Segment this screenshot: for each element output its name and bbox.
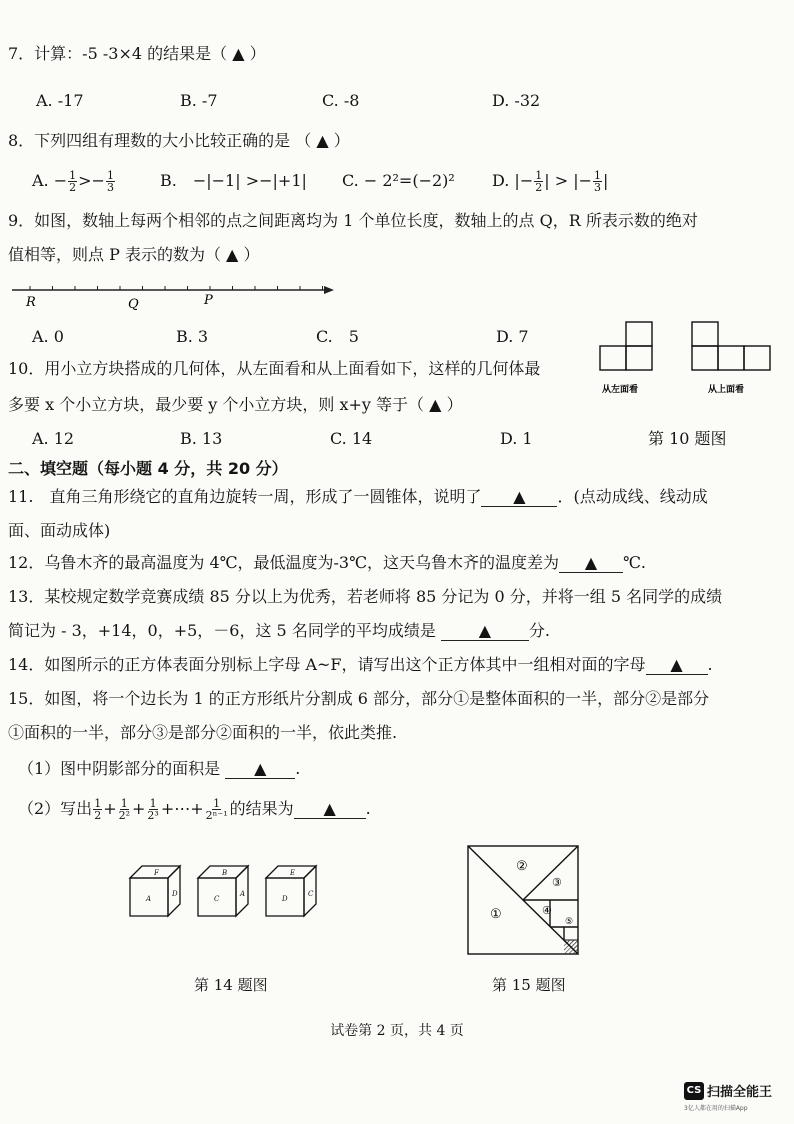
fraction-half: $\frac{1}{2}$: [69, 169, 77, 194]
cube-front-label: D: [282, 895, 288, 903]
scanner-brand: [684, 1080, 772, 1112]
question-9-line-2: 值相等，则点 P 表示的数为（ ▲ ）: [8, 245, 260, 264]
cube-2: [198, 866, 248, 916]
region-label-4: ④: [542, 904, 552, 917]
region-label-3: ③: [552, 876, 562, 889]
q7-option-b: B. -7: [180, 91, 218, 110]
question-13-line-1: 13．某校规定数学竞赛成绩 85 分以上为优秀，若老师将 85 分记为 0 分，并将一组 5 名同学的成绩: [8, 587, 723, 606]
region-label-1: ①: [490, 907, 502, 922]
question-11-line-1: 11. 直角三角形绕它的直角边旋转一周，形成了一圆锥体，说明了 ▲ ．(点动成线、线动成: [8, 487, 708, 506]
region-label-2: ②: [516, 859, 528, 874]
region-label-5: ⑤: [565, 917, 574, 927]
q9-option-c: C. 5: [316, 327, 359, 346]
cube-top-label: E: [290, 869, 296, 877]
cube-front-label: A: [146, 895, 152, 903]
answer-triangle-icon: ▲: [429, 395, 442, 414]
cube-front-label: C: [214, 895, 220, 903]
answer-triangle-icon: ▲: [232, 44, 245, 63]
question-15-part-1: （1）图中阴影部分的面积是 ▲ .: [18, 759, 301, 778]
q10-option-b: B. 13: [180, 429, 223, 448]
brand-name: 扫描全能王: [707, 1085, 773, 1100]
view-top-label: 从上面看: [708, 385, 745, 395]
q7-option-a: A. -17: [36, 91, 84, 110]
cube-3: [266, 866, 316, 916]
question-12: 12．乌鲁木齐的最高温度为 4℃，最低温度为-3℃，这天乌鲁木齐的温度差为 ▲ ℃.: [8, 553, 646, 572]
camscanner-logo-icon: CS: [684, 1082, 704, 1100]
number-line-figure: [8, 278, 338, 314]
cube-side-label: C: [308, 890, 314, 898]
cube-side-label: D: [172, 890, 178, 898]
q9-option-b: B. 3: [176, 327, 209, 346]
cube-1: [130, 866, 180, 916]
q8-option-c: C. − 2²=(−2)²: [342, 171, 455, 190]
point-label-q: Q: [128, 297, 139, 312]
q15-square-figure: [466, 844, 586, 958]
q8-option-a: A. − $\frac{1}{2}$ >− $\frac{1}{3}$: [32, 169, 114, 194]
q10-option-c: C. 14: [330, 429, 373, 448]
q14-cubes-figure: [124, 864, 334, 934]
point-label-r: R: [26, 295, 36, 310]
question-8: 8．下列四组有理数的大小比较正确的是 （ ▲ ）: [8, 131, 350, 150]
cube-side-label: A: [240, 890, 246, 898]
question-11-line-2: 面、面动成体): [8, 521, 111, 540]
question-14: 14．如图所示的正方体表面分别标上字母 A~F，请写出这个正方体其中一组相对面的字母 ▲ .: [8, 655, 713, 674]
question-10-line-1: 10．用小立方块搭成的几何体，从左面看和从上面看如下，这样的几何体最: [8, 359, 541, 378]
question-15-part-2: （2）写出 $\frac{1}{2}$ + $\frac{1}{\text{2²}}$ + $\frac{1}{\text{2³}}$ +⋯+ $\frac{1}{\text{2ⁿ⁻¹}}$ 的结果为 ▲ .: [18, 797, 371, 822]
answer-triangle-icon: ▲: [316, 131, 329, 150]
q7-option-d: D. -32: [492, 91, 541, 110]
question-9-line-1: 9．如图，数轴上每两个相邻的点之间距离均为 1 个单位长度，数轴上的点 Q，R 所表示数的绝对: [8, 211, 698, 230]
fraction-third: $\frac{1}{3}$: [106, 169, 114, 194]
cube-top-label: B: [222, 869, 228, 877]
point-label-p: P: [204, 293, 213, 308]
q9-option-a: A. 0: [32, 327, 64, 346]
question-10-line-2: 多要 x 个小立方块，最少要 y 个小立方块，则 x+y 等于（ ▲ ）: [8, 395, 463, 414]
q10-caption: 第 10 题图: [648, 429, 727, 448]
answer-triangle-icon: ▲: [226, 245, 239, 264]
q8-option-d: D. |− $\frac{1}{2}$ | > |− $\frac{1}{3}$ |: [492, 169, 609, 194]
question-15-line-1: 15．如图，将一个边长为 1 的正方形纸片分割成 6 部分，部分①是整体面积的一半，部分②是部分: [8, 689, 710, 708]
q7-option-c: C. -8: [322, 91, 360, 110]
q10-option-d: D. 1: [500, 429, 533, 448]
view-left-label: 从左面看: [602, 385, 639, 395]
q14-caption: 第 14 题图: [194, 976, 268, 994]
brand-tagline: 3亿人都在用的扫描App: [684, 1105, 748, 1112]
question-15-line-2: ①面积的一半，部分③是部分②面积的一半，依此类推.: [8, 723, 398, 742]
cube-top-label: F: [154, 869, 159, 877]
q9-option-d: D. 7: [496, 327, 529, 346]
q10-option-a: A. 12: [32, 429, 75, 448]
page-footer: 试卷第 2 页，共 4 页: [330, 1023, 464, 1039]
question-13-line-2: 简记为 - 3，+14，0，+5，－6，这 5 名同学的平均成绩是 ▲ 分.: [8, 621, 551, 640]
section-2-heading: 二、填空题（每小题 4 分，共 20 分）: [8, 459, 288, 478]
q10-views-figure: [596, 318, 786, 400]
q15-caption: 第 15 题图: [492, 976, 566, 994]
q8-option-b: B. −|−1| >−|+1|: [160, 171, 307, 190]
question-7: 7．计算：-5 -3×4 的结果是（ ▲ ）: [8, 44, 266, 63]
